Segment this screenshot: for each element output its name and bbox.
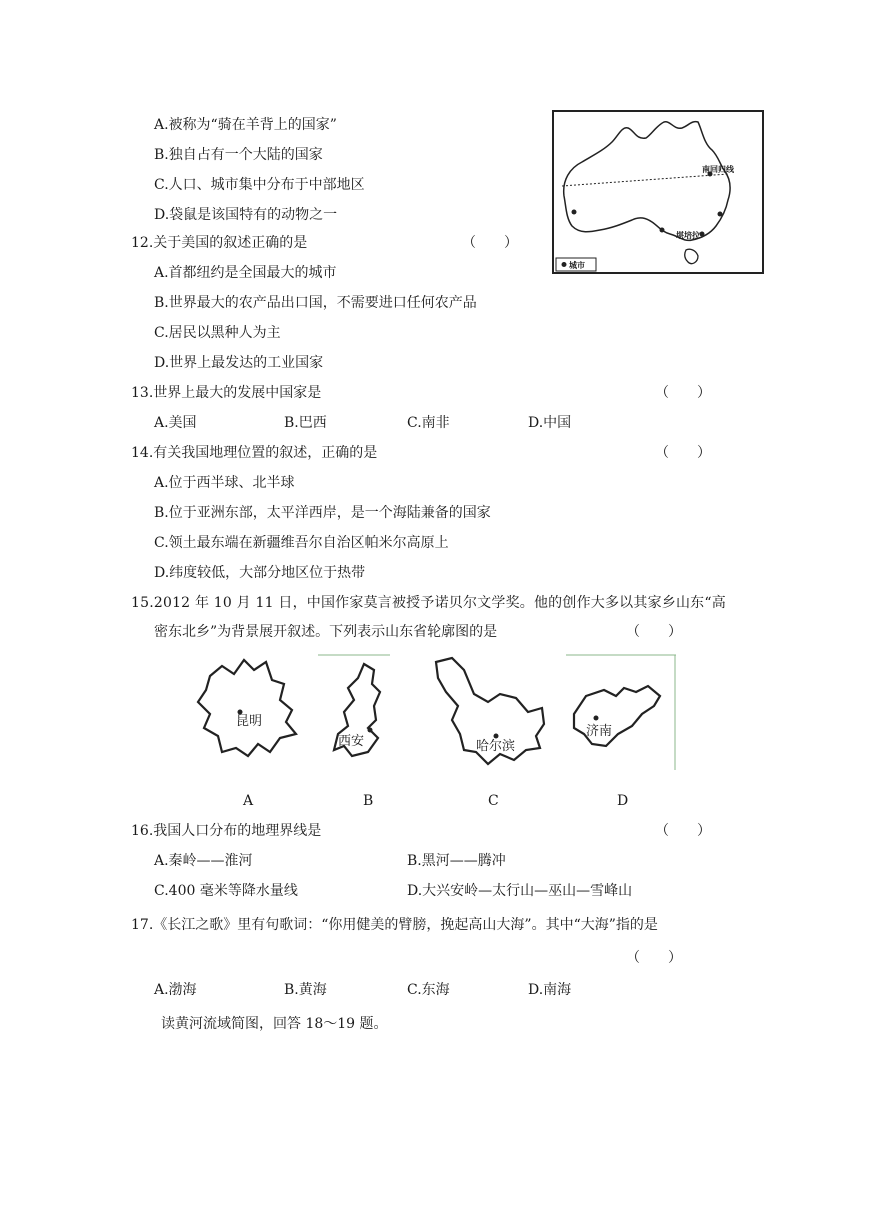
figure-c-city: 哈尔滨 [476, 739, 516, 754]
figure-d-city: 济南 [586, 724, 613, 739]
q11-option-d: D.袋鼠是该国特有的动物之一 [154, 207, 338, 223]
q12-option-d: D.世界上最发达的工业国家 [154, 355, 324, 371]
q12-answer-blank: （ ） [462, 235, 518, 251]
q16-answer-blank: （ ） [655, 823, 711, 839]
q13-answer-blank: （ ） [655, 385, 711, 401]
shandong-outline-drawing [566, 654, 676, 770]
q14-option-d: D.纬度较低，大部分地区位于热带 [154, 565, 366, 581]
q11-option-c: C.人口、城市集中分布于中部地区 [154, 177, 365, 193]
q14-answer-blank: （ ） [655, 445, 711, 461]
q13-option-d: D.中国 [528, 415, 572, 431]
australia-map [552, 110, 764, 274]
q12-option-a: A.首都纽约是全国最大的城市 [154, 265, 337, 281]
figure-letter-a: A [243, 793, 254, 809]
q16-stem: 16.我国人口分布的地理界线是 [131, 823, 322, 839]
q17-option-b: B.黄海 [284, 982, 327, 998]
q13-option-c: C.南非 [407, 415, 450, 431]
q12-stem: 12.关于美国的叙述正确的是 [131, 235, 308, 251]
figure-d-shandong [566, 654, 676, 770]
city-dot [718, 212, 723, 217]
q16-option-c: C.400 毫米等降水量线 [154, 883, 298, 899]
figure-c-heilongjiang [430, 654, 548, 766]
q17-option-a: A.渤海 [154, 982, 197, 998]
q13-option-b: B.巴西 [284, 415, 327, 431]
q13-option-a: A.美国 [154, 415, 197, 431]
figure-a-city: 昆明 [236, 714, 263, 729]
figure-letter-b: B [363, 793, 374, 809]
q17-stem: 17.《长江之歌》里有句歌词：“你用健美的臂膀，挽起高山大海”。其中“大海”指的是 [131, 917, 658, 933]
q17-option-d: D.南海 [528, 982, 572, 998]
q12-option-c: C.居民以黑种人为主 [154, 325, 281, 341]
q13-stem: 13.世界上最大的发展中国家是 [131, 385, 322, 401]
figure-letter-d: D [617, 793, 629, 809]
q11-option-b: B.独自占有一个大陆的国家 [154, 147, 323, 163]
q14-option-c: C.领土最东端在新疆维吾尔自治区帕米尔高原上 [154, 535, 449, 551]
section-intro: 读黄河流域简图，回答 18～19 题。 [161, 1016, 388, 1032]
q11-option-a: A.被称为“骑在羊背上的国家” [154, 117, 337, 133]
legend-dot [562, 262, 567, 267]
q14-option-a: A.位于西半球、北半球 [154, 475, 295, 491]
q15-answer-blank: （ ） [626, 624, 682, 640]
q15-stem-line1: 15.2012 年 10 月 11 日，中国作家莫言被授予诺贝尔文学奖。他的创作大多以其家乡山东“高 [131, 595, 726, 611]
capital-label: 堪培拉 [676, 230, 700, 240]
q16-option-b: B.黑河——腾冲 [407, 853, 506, 869]
q12-option-b: B.世界最大的农产品出口国，不需要进口任何农产品 [154, 295, 477, 311]
tropic-label: 南回归线 [702, 164, 734, 174]
q14-option-b: B.位于亚洲东部，太平洋西岸，是一个海陆兼备的国家 [154, 505, 491, 521]
figure-b-city: 西安 [338, 734, 365, 749]
q14-stem: 14.有关我国地理位置的叙述，正确的是 [131, 445, 378, 461]
city-dot [660, 228, 665, 233]
yunnan-outline-drawing [192, 656, 304, 760]
figure-letter-c: C [488, 793, 499, 809]
figure-a-yunnan [192, 656, 304, 760]
q16-option-d: D.大兴安岭—太行山—巫山—雪峰山 [407, 883, 633, 899]
australia-map-drawing [552, 110, 764, 274]
q16-option-a: A.秦岭——淮河 [154, 853, 253, 869]
q17-option-c: C.东海 [407, 982, 450, 998]
q15-stem-line2: 密东北乡”为背景展开叙述。下列表示山东省轮廓图的是 [154, 624, 498, 640]
legend-label: 城市 [569, 260, 585, 270]
city-dot [700, 232, 705, 237]
q17-answer-blank: （ ） [626, 950, 682, 966]
figure-b-shaanxi [318, 654, 390, 764]
city-dot [572, 210, 577, 215]
